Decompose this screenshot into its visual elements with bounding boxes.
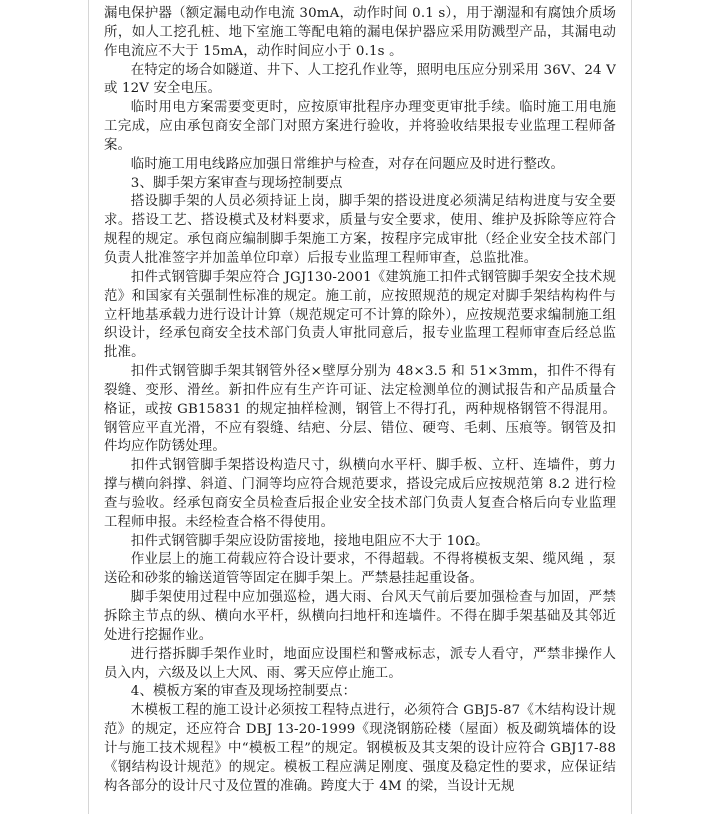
paragraph-construction-load: 作业层上的施工荷载应符合设计要求，不得超载。不得将模板支架、缆风绳 ，泵送砼和砂浆的输送道管等固定在脚手架上。严禁悬挂起重设备。 (104, 552, 616, 587)
paragraph-erection-dismantling: 进行搭拆脚手架作业时，地面应设围栏和警戒标志，派专人看守，严禁非操作人员入内，六级及以上大风、雨、雾天应停止施工。 (104, 646, 616, 681)
paragraph-plan-change: 临时用电方案需要变更时，应按原审批程序办理变更审批手续。临时施工用电施工完成，应由承包商安全部门对照方案进行验收，并将验收结果报专业监理工程师备案。 (104, 100, 616, 153)
paragraph-scaffold-construction: 扣件式钢管脚手架搭设构造尺寸，纵横向水平杆、脚手板、立杆、连墙件，剪力撑与横向斜撑、斜道、门洞等均应符合规范要求，搭设完成后应按规范第 8.2 进行检查与验收。经承包商安全员检查后报企业安全技术部门负责人复查合格后向专业监理工程师申报。未经检查合格不得使用。 (104, 458, 616, 530)
paragraph-safety-voltage: 在特定的场合如隧道、井下、人工挖孔作业等，照明电压应分别采用 36V、24 V 或 12V 安全电压。 (104, 62, 616, 97)
paragraph-scaffold-standard: 扣件式钢管脚手架应符合 JGJ130-2001《建筑施工扣件式钢管脚手架安全技术规范》和国家有关强制性标准的规定。施工前，应按照规范的规定对脚手架结构构件与立杆地基承载力进行设计计算（规范规定可不计算的除外），应按规范要求编制施工组织设计，经承包商安全技术部门负责人审批同意后，报专业监理工程师审查后经总监批准。 (104, 269, 616, 361)
document-body (104, 5, 616, 796)
paragraph-inspection: 脚手架使用过程中应加强巡检，遇大雨、台风天气前后要加强检查与加固，严禁拆除主节点的纵、横向水平杆，纵横向扫地杆和连墙件。不得在脚手架基础及其邻近处进行挖掘作业。 (104, 590, 616, 643)
paragraph-line-maintenance: 临时施工用电线路应加强日常维护与检查，对存在问题应及时进行整改。 (130, 156, 565, 172)
page-margin-guide-left (88, 0, 89, 814)
paragraph-scaffold-personnel: 搭设脚手架的人员必须持证上岗，脚手架的搭设进度必须满足结构进度与安全要求。搭设工艺、搭设模式及材料要求，质量与安全要求，使用、维护及拆除等应符合规程的规定。承包商应编制脚手架施工方案，按程序完成审批（经企业安全技术部门负责人批准签字并加盖单位印章）后报专业监理工程师审查，总监批准。 (104, 194, 616, 266)
paragraph-formwork-design: 木模板工程的施工设计必须按工程特点进行，必须符合 GBJ5-87《木结构设计规范》的规定，还应符合 DBJ 13-20-1999《现浇钢筋砼楼（屋面）板及砌筑墙体的设计与施工技术规程》中“模板工程”的规定。钢模板及其支架的设计应符合 GBJ17-88《钢结构设计规范》的规定。模板工程应满足刚度、强度及稳定性的要求，应保证结构各部分的设计尺寸及位置的准确。跨度大于 4M 的梁，当设计无规 (104, 703, 616, 794)
page-margin-guide-right (631, 0, 632, 814)
paragraph-steel-pipe-spec: 扣件式钢管脚手架其钢管外径×壁厚分别为 48×3.5 和 51×3mm，扣件不得有裂缝、变形、滑丝。新扣件应有生产许可证、法定检测单位的测试报告和产品质量合格证，或按 GB15831 的规定抽样检测，钢管上不得打孔，两种规格钢管不得混用。钢管应平直光滑，不应有裂缝、结疤、分层、错位、硬弯、毛刺、压痕等。钢管及扣件均应作防锈处理。 (104, 364, 616, 455)
paragraph-lightning-grounding: 扣件式钢管脚手架应设防雷接地，接地电阻应不大于 10Ω。 (130, 533, 489, 549)
section-heading-scaffold: 3、脚手架方案审查与现场控制要点 (130, 175, 343, 191)
section-heading-formwork: 4、模板方案的审查及现场控制要点： (130, 684, 357, 700)
paragraph-leakage-protector: 漏电保护器（额定漏电动作电流 30mA，动作时间 0.1 s），用于潮湿和有腐蚀介质场所，如人工挖孔桩、地下室施工等配电箱的漏电保护器应采用防溅型产品，其漏电动作电流应不大于 15mA，动作时间应小于 0.1s 。 (104, 6, 616, 59)
